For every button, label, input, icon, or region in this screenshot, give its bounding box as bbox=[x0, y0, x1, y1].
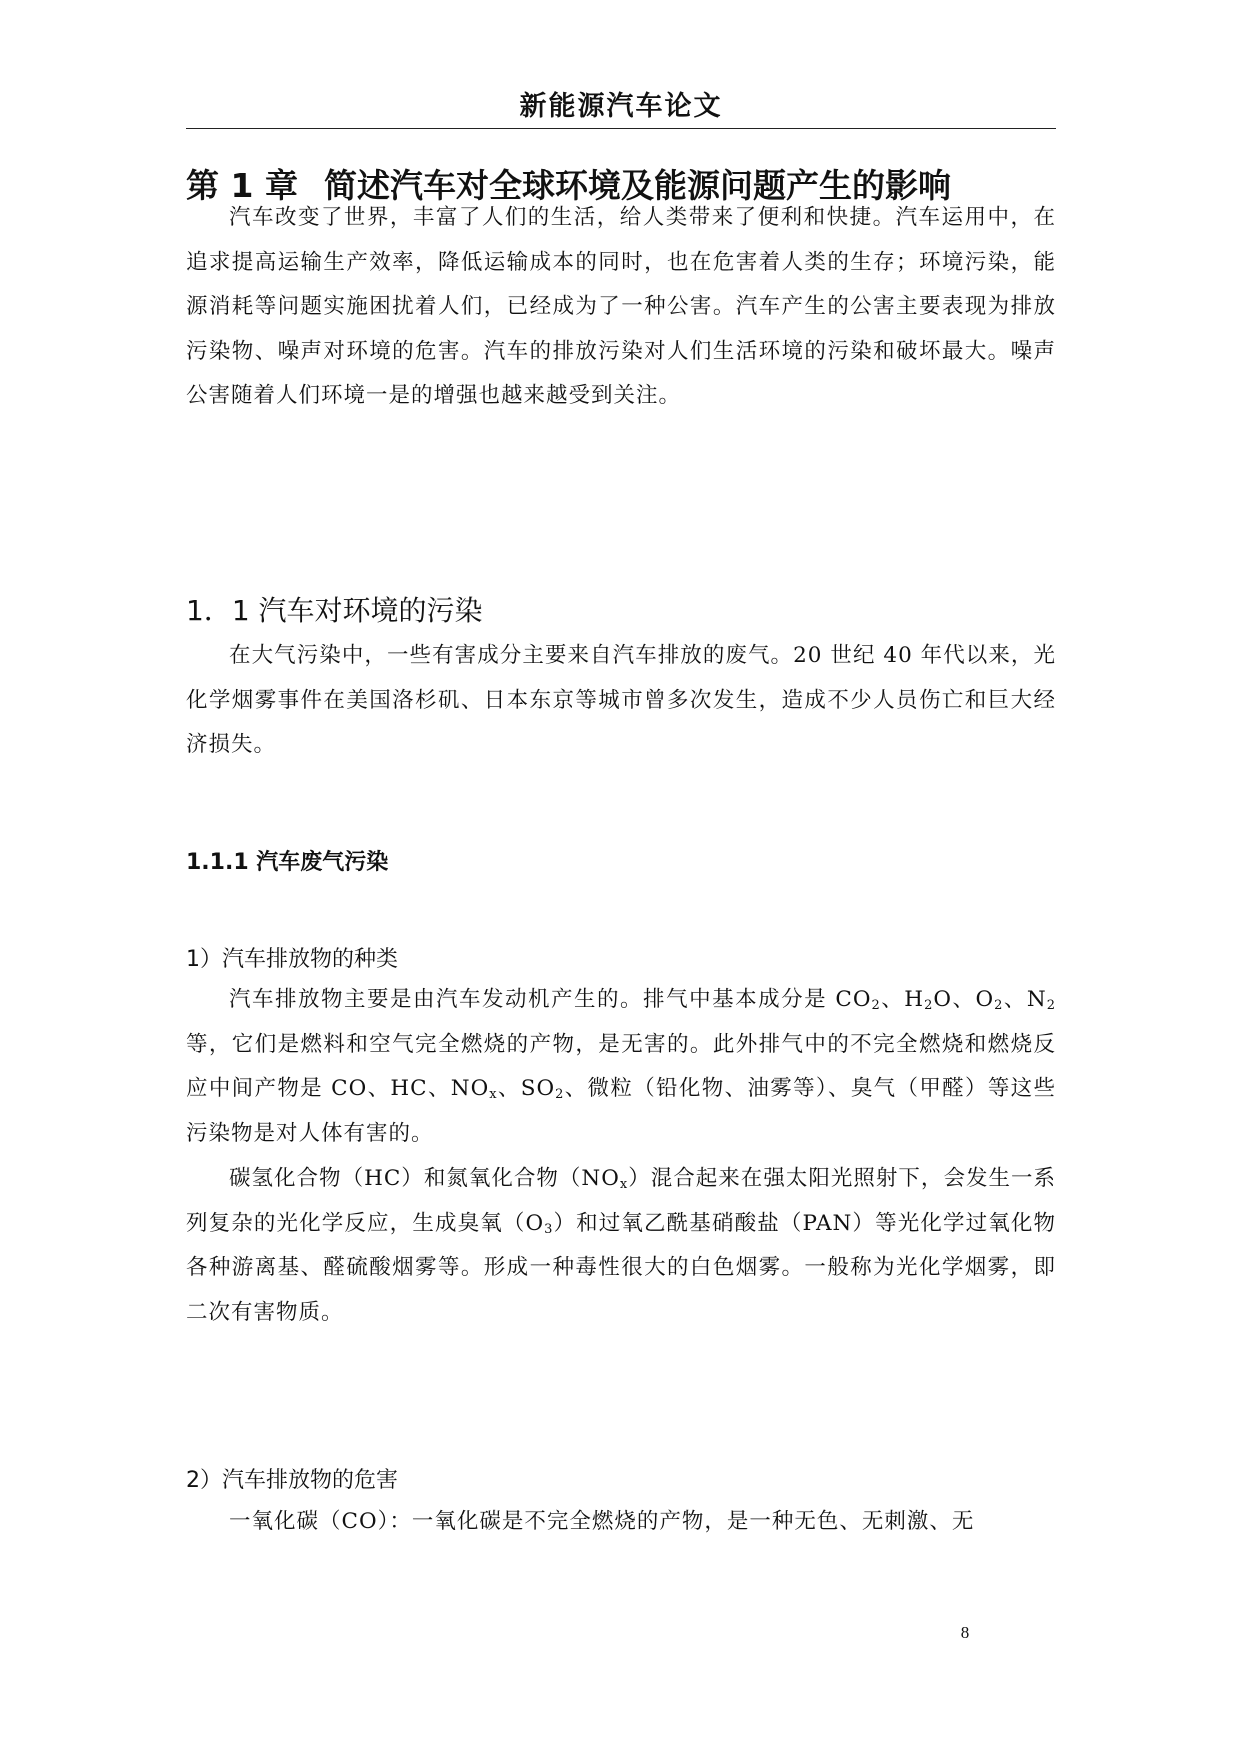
subsection-heading-types: 1）汽车排放物的种类 bbox=[186, 947, 398, 972]
section-1-1-paragraph: 在大气污染中，一些有害成分主要来自汽车排放的废气。20 世纪 40 年代以来，光化学烟雾事件在美国洛杉矶、日本东京等城市曾多次发生，造成不少人员伤亡和巨大经济损失。 bbox=[186, 643, 1056, 757]
chapter-title: 简述汽车对全球环境及能源问题产生的影响 bbox=[323, 166, 951, 205]
page-number: 8 bbox=[960, 1623, 970, 1642]
subsection-heading-hazards: 2）汽车排放物的危害 bbox=[186, 1468, 398, 1493]
photochemical-smog-paragraph: 碳氢化合物（HC）和氮氧化合物$(NO_x)$混合起来在强太阳光照射下，会发生一系列复杂的光化学反应，生成臭氧$(O_3)$和过氧乙酰基硝酸盐（PAN）等光化学过氧化物各种游离基、醛硫酸烟雾等。形成一种毒性很大的白色烟雾。一般称为光化学烟雾，即二次有害物质。 bbox=[186, 1166, 1057, 1325]
section-heading-1-1-1: 1.1.1 汽车废气污染 bbox=[186, 850, 389, 875]
chapter-number: 第 1 章 bbox=[186, 166, 298, 205]
chapter-intro-paragraph: 汽车改变了世界，丰富了人们的生活，给人类带来了便利和快捷。汽车运用中，在追求提高运输生产效率，降低运输成本的同时，也在危害着人类的生存；环境污染，能源消耗等问题实施困扰着人们，已经成为了一种公害。汽车产生的公害主要表现为排放污染物、噪声对环境的危害。汽车的排放污染对人们生活环境的污染和破坏最大。噪声公害随着人们环境一是的增强也越来越受到关注。 bbox=[186, 205, 1056, 408]
carbon-monoxide-paragraph: 一氧化碳（CO）：一氧化碳是不完全燃烧的产物，是一种无色、无刺激、无 bbox=[229, 1509, 975, 1534]
header-rule bbox=[186, 128, 1056, 129]
emissions-types-paragraph: 汽车排放物主要是由汽车发动机产生的。排气中基本成分是 $CO_2$、$H_2O$、$O_2$、$N_2$等，它们是燃料和空气完全燃烧的产物，是无害的。此外排气中的不完全燃烧和燃烧反应中间产物是 CO、HC、$NO_x$、$SO_2$、微粒（铅化物、油雾等）、臭气（甲醛）等这些污染物是对人体有害的。 bbox=[186, 987, 1056, 1146]
section-heading-1-1: 1．1 汽车对环境的污染 bbox=[186, 594, 483, 627]
running-header: 新能源汽车论文 bbox=[519, 91, 723, 122]
